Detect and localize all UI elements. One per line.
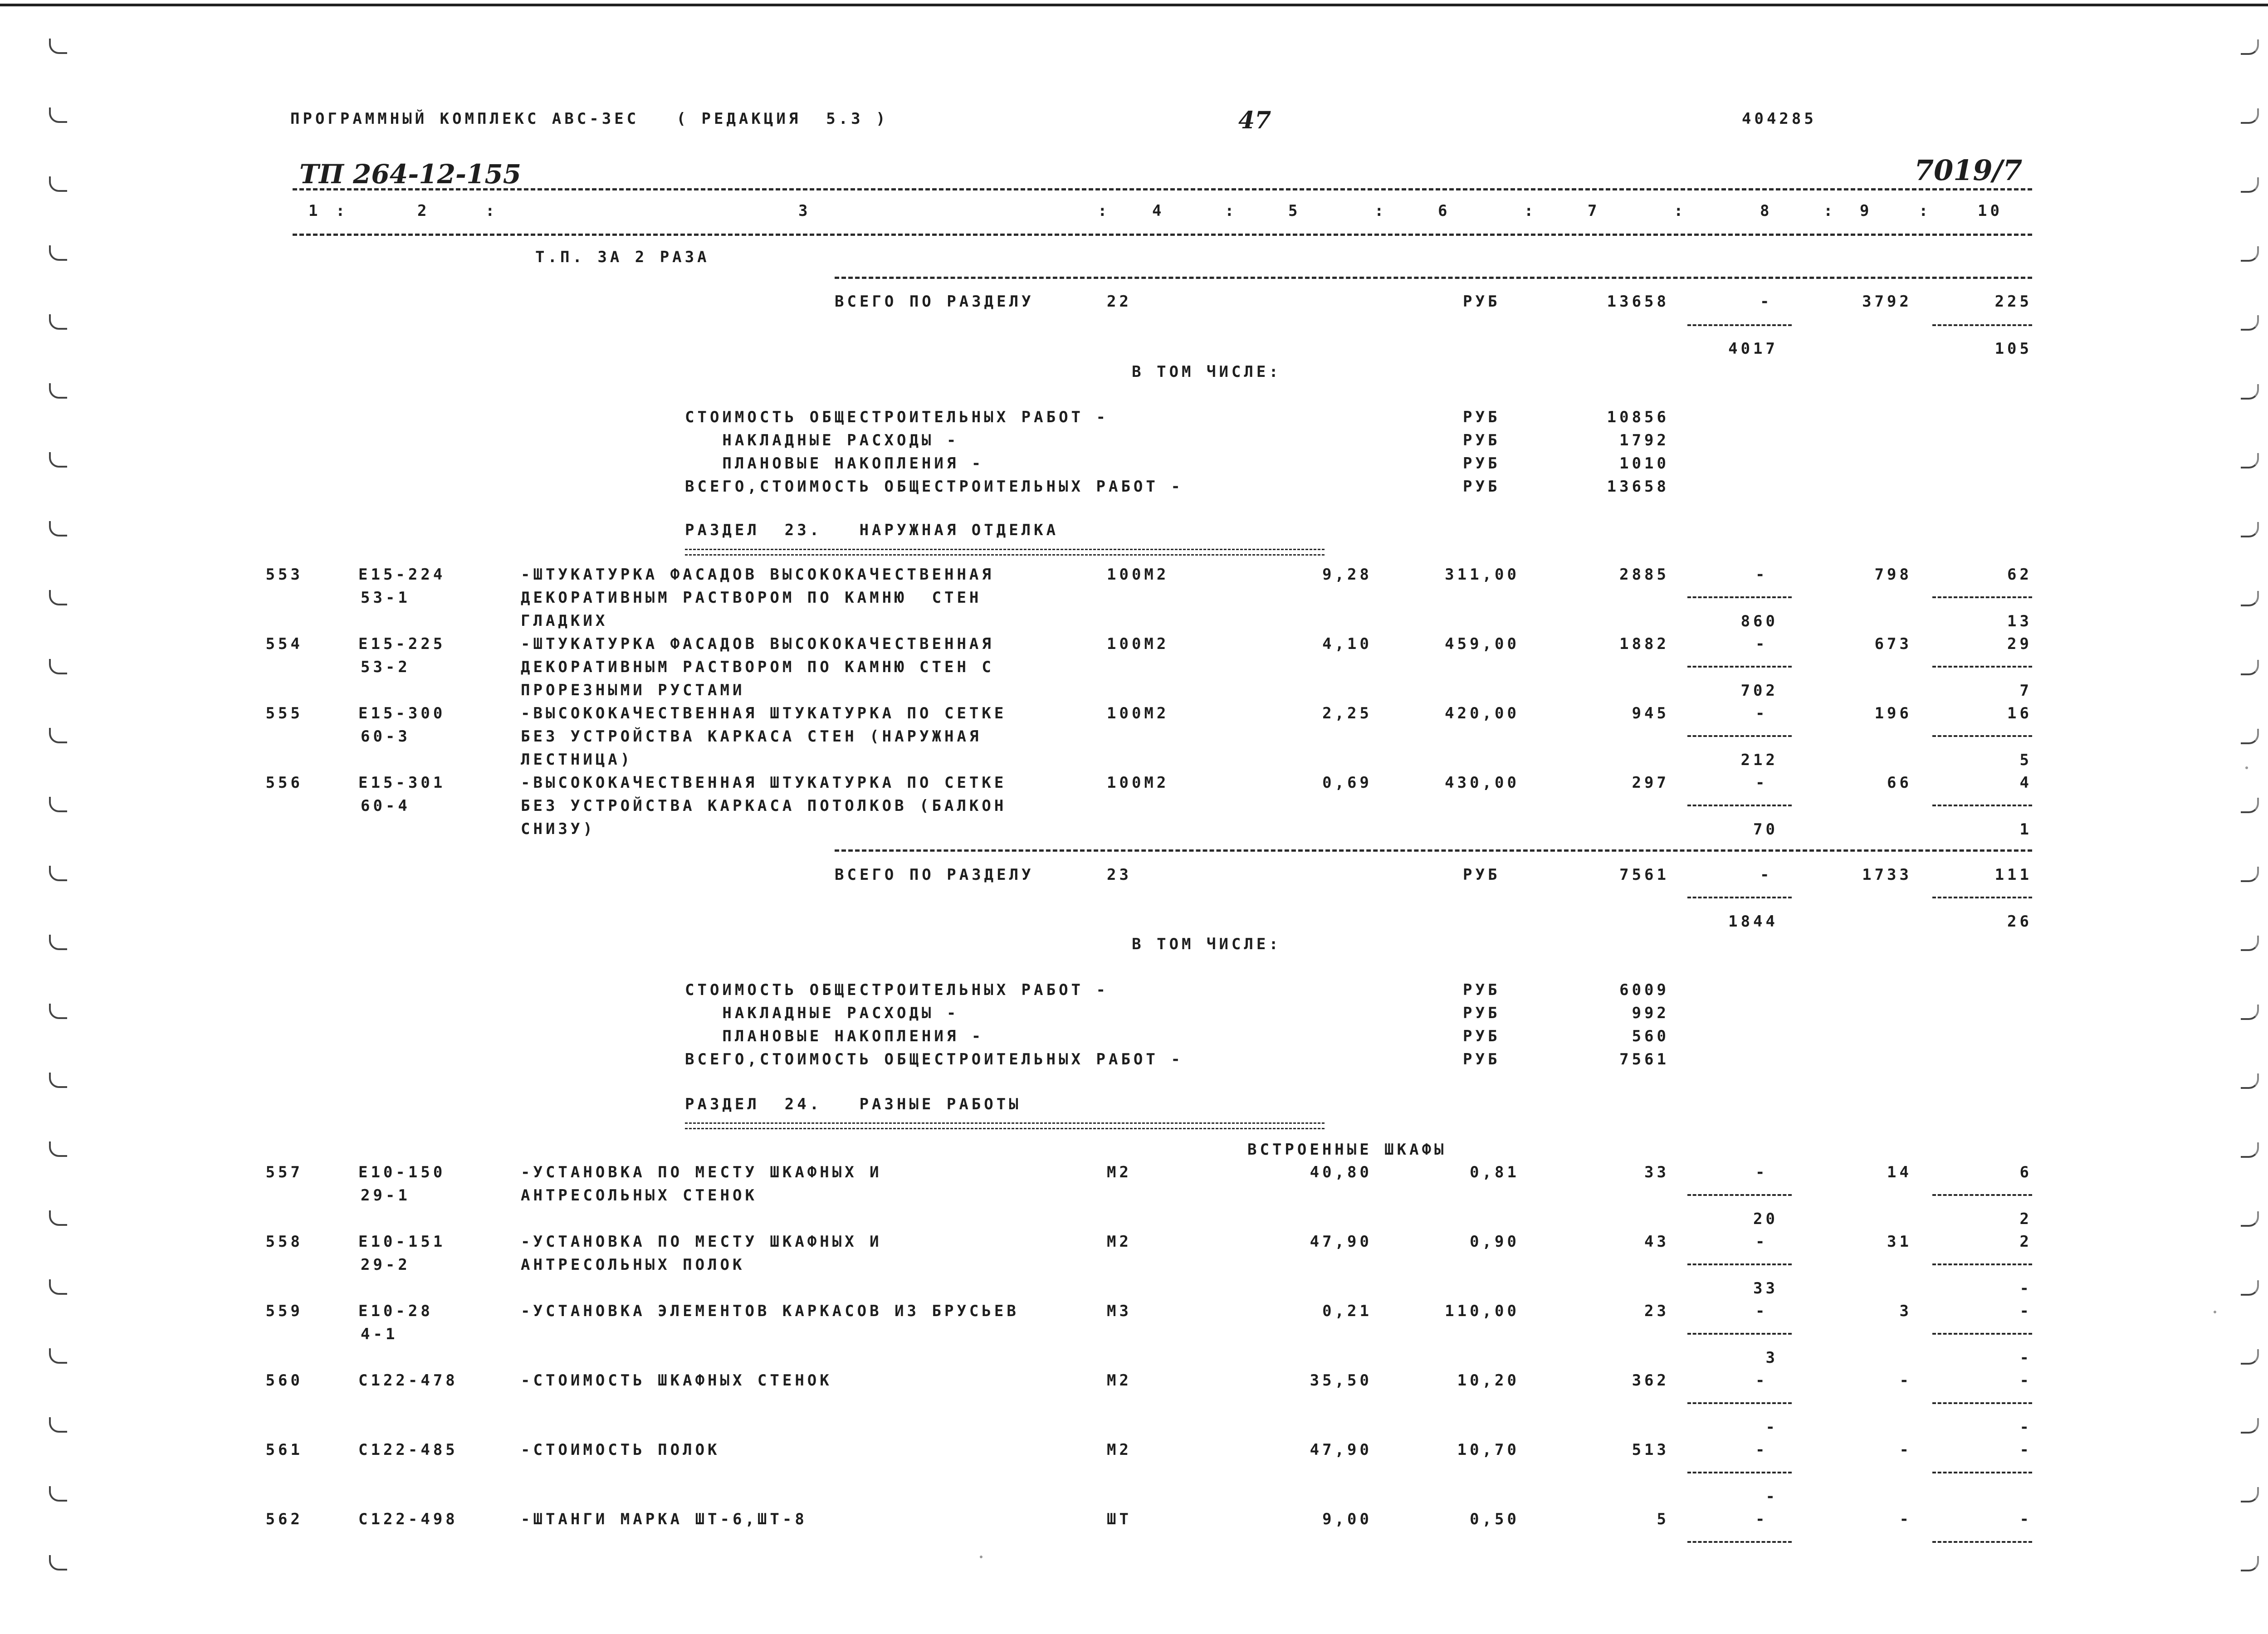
- split-rule: [1687, 1263, 1792, 1265]
- perforation-hole-right: [2241, 798, 2259, 813]
- col10-lower: 2: [2019, 1210, 2032, 1228]
- rate-code: Е10-28: [358, 1302, 433, 1320]
- unit: М2: [1107, 1371, 1132, 1390]
- row-number: 555: [265, 704, 303, 722]
- quantity: 0,21: [1322, 1302, 1372, 1320]
- perforation-hole-left: [49, 176, 67, 192]
- item-description: -ШТУКАТУРКА ФАСАДОВ ВЫСОКОКАЧЕСТВЕННАЯ: [521, 566, 994, 584]
- column-separator: :: [336, 202, 348, 220]
- row-number: 559: [265, 1302, 303, 1320]
- subtotal-rule: [835, 277, 2032, 279]
- section-total-col8: -: [1760, 293, 1773, 311]
- unit-price: 0,81: [1470, 1163, 1520, 1181]
- unit-price: 459,00: [1445, 635, 1520, 653]
- section-total-col10-lower: 26: [2007, 912, 2032, 931]
- column-number-6: 6: [1438, 202, 1451, 220]
- unit: 100М2: [1107, 566, 1169, 584]
- item-description: АНТРЕСОЛЬНЫХ СТЕНОК: [521, 1186, 758, 1205]
- col8-value: -: [1755, 1163, 1768, 1181]
- quantity: 47,90: [1310, 1233, 1372, 1251]
- item-description: ДЕКОРАТИВНЫМ РАСТВОРОМ ПО КАМНЮ СТЕН С: [521, 658, 994, 676]
- summary-label: ПЛАНОВЫЕ НАКОПЛЕНИЯ -: [685, 1027, 984, 1045]
- scan-speck: [980, 1556, 982, 1558]
- perforation-hole-left: [49, 728, 67, 743]
- quantity: 35,50: [1310, 1371, 1372, 1390]
- summary-unit: РУБ: [1463, 454, 1501, 473]
- split-rule: [1932, 735, 2032, 737]
- rate-code: Е10-150: [358, 1163, 446, 1181]
- col10-lower: 5: [2019, 751, 2032, 769]
- summary-unit: РУБ: [1463, 1027, 1501, 1045]
- rate-code-sub: 60-4: [361, 797, 411, 815]
- summary-value: 13658: [1607, 478, 1669, 496]
- section-total-col10: 111: [1994, 866, 2032, 884]
- item-description: БЕЗ УСТРОЙСТВА КАРКАСА СТЕН (НАРУЖНАЯ: [521, 727, 982, 746]
- split-rule: [1932, 596, 2032, 598]
- perforation-hole-left: [49, 1486, 67, 1502]
- unit: 100М2: [1107, 704, 1169, 722]
- perforation-hole-right: [2241, 936, 2259, 951]
- column-separator: :: [1919, 202, 1931, 220]
- unit-price: 10,70: [1457, 1441, 1520, 1459]
- column-number-7: 7: [1588, 202, 1600, 220]
- col8-value: -: [1755, 1302, 1768, 1320]
- column-number-9: 9: [1860, 202, 1872, 220]
- total-cost: 1882: [1619, 635, 1669, 653]
- total-cost: 23: [1644, 1302, 1669, 1320]
- rate-code: Е15-224: [358, 566, 446, 584]
- summary-label: СТОИМОСТЬ ОБЩЕСТРОИТЕЛЬНЫХ РАБОТ -: [685, 408, 1109, 426]
- quantity: 2,25: [1322, 704, 1372, 722]
- rate-code-sub: 29-2: [361, 1256, 411, 1274]
- perforation-hole-right: [2241, 453, 2259, 468]
- unit-price: 420,00: [1445, 704, 1520, 722]
- summary-value: 1792: [1619, 431, 1669, 449]
- summary-label: ВСЕГО,СТОИМОСТЬ ОБЩЕСТРОИТЕЛЬНЫХ РАБОТ -: [685, 478, 1183, 496]
- perforation-hole-left: [49, 521, 67, 537]
- row-number: 558: [265, 1233, 303, 1251]
- unit: ШТ: [1107, 1510, 1132, 1528]
- split-rule: [1932, 666, 2032, 668]
- quantity: 4,10: [1322, 635, 1372, 653]
- section-total-label: ВСЕГО ПО РАЗДЕЛУ: [835, 866, 1034, 884]
- perforation-hole-right: [2241, 39, 2259, 55]
- including-heading: В ТОМ ЧИСЛЕ:: [1132, 935, 1281, 953]
- col10-value: -: [2019, 1441, 2032, 1459]
- item-description: БЕЗ УСТРОЙСТВА КАРКАСА ПОТОЛКОВ (БАЛКОН: [521, 797, 1007, 815]
- rate-code-sub: 29-1: [361, 1186, 411, 1205]
- column-separator: :: [1823, 202, 1836, 220]
- total-cost: 513: [1632, 1441, 1669, 1459]
- col8-value: -: [1755, 635, 1768, 653]
- item-description: -ШТУКАТУРКА ФАСАДОВ ВЫСОКОКАЧЕСТВЕННАЯ: [521, 635, 994, 653]
- column-header-rule: [293, 234, 2032, 236]
- split-rule: [1687, 735, 1792, 737]
- item-description: АНТРЕСОЛЬНЫХ ПОЛОК: [521, 1256, 745, 1274]
- perforation-hole-left: [49, 590, 67, 605]
- col10-value: -: [2019, 1510, 2032, 1528]
- col9-value: 798: [1874, 566, 1912, 584]
- col8-lower: 33: [1753, 1279, 1778, 1297]
- rate-code: Е15-301: [358, 774, 446, 792]
- section-total-col8-lower: 1844: [1728, 912, 1778, 931]
- item-description: ГЛАДКИХ: [521, 612, 608, 630]
- unit: М2: [1107, 1233, 1132, 1251]
- col8-value: -: [1755, 1510, 1768, 1528]
- unit-price: 0,50: [1470, 1510, 1520, 1528]
- col9-value: -: [1899, 1441, 1912, 1459]
- split-rule: [1932, 805, 2032, 806]
- item-description: -УСТАНОВКА ПО МЕСТУ ШКАФНЫХ И: [521, 1163, 882, 1181]
- item-description: -ШТАНГИ МАРКА ШТ-6,ШТ-8: [521, 1510, 807, 1528]
- perforation-hole-left: [49, 245, 67, 261]
- row-number: 560: [265, 1371, 303, 1390]
- total-cost: 362: [1632, 1371, 1669, 1390]
- section-total-unit: РУБ: [1463, 293, 1501, 311]
- perforation-hole-left: [49, 1555, 67, 1571]
- perforation-hole-right: [2241, 315, 2259, 331]
- item-description: -ВЫСОКОКАЧЕСТВЕННАЯ ШТУКАТУРКА ПО СЕТКЕ: [521, 704, 1007, 722]
- col8-lower: 702: [1740, 682, 1778, 700]
- section-total-unit: РУБ: [1463, 866, 1501, 884]
- perforation-hole-left: [49, 383, 67, 399]
- section-total-col8: -: [1760, 866, 1773, 884]
- rate-code: Е15-225: [358, 635, 446, 653]
- document-code: 404285: [1742, 110, 1817, 128]
- section-total-col9: 3792: [1862, 293, 1912, 311]
- item-description: -УСТАНОВКА ЭЛЕМЕНТОВ КАРКАСОВ ИЗ БРУСЬЕВ: [521, 1302, 1019, 1320]
- unit: 100М2: [1107, 774, 1169, 792]
- col10-value: 2: [2019, 1233, 2032, 1251]
- summary-unit: РУБ: [1463, 1050, 1501, 1068]
- quantity: 9,28: [1322, 566, 1372, 584]
- item-description: -ВЫСОКОКАЧЕСТВЕННАЯ ШТУКАТУРКА ПО СЕТКЕ: [521, 774, 1007, 792]
- perforation-hole-right: [2241, 522, 2259, 537]
- split-rule: [1932, 897, 2032, 898]
- split-rule: [1932, 1472, 2032, 1473]
- summary-unit: РУБ: [1463, 478, 1501, 496]
- col8-lower: 3: [1765, 1349, 1778, 1367]
- perforation-hole-left: [49, 107, 67, 123]
- split-rule: [1687, 596, 1792, 598]
- column-separator: :: [1098, 202, 1110, 220]
- col10-value: 62: [2007, 566, 2032, 584]
- quantity: 9,00: [1322, 1510, 1372, 1528]
- col8-lower: -: [1765, 1488, 1778, 1506]
- item-description: -УСТАНОВКА ПО МЕСТУ ШКАФНЫХ И: [521, 1233, 882, 1251]
- program-header: ПРОГРАММНЫЙ КОМПЛЕКС АВС-3ЕС ( РЕДАКЦИЯ 5.3 ): [290, 110, 889, 128]
- rate-code-sub: 4-1: [361, 1325, 398, 1343]
- rate-code-sub: 53-2: [361, 658, 411, 676]
- perforation-hole-right: [2241, 1280, 2259, 1296]
- summary-value: 7561: [1619, 1050, 1669, 1068]
- split-rule: [1687, 805, 1792, 806]
- section-total-label: ВСЕГО ПО РАЗДЕЛУ: [835, 293, 1034, 311]
- row-number: 562: [265, 1510, 303, 1528]
- split-rule: [1687, 1472, 1792, 1473]
- col10-value: -: [2019, 1371, 2032, 1390]
- col8-value: -: [1755, 1233, 1768, 1251]
- column-number-5: 5: [1288, 202, 1301, 220]
- section-total-col8-lower: 4017: [1728, 340, 1778, 358]
- col9-value: 66: [1887, 774, 1912, 792]
- unit-price: 430,00: [1445, 774, 1520, 792]
- section-total-cost: 7561: [1619, 866, 1669, 884]
- perforation-hole-left: [49, 1279, 67, 1295]
- col8-lower: -: [1765, 1418, 1778, 1436]
- col9-value: 673: [1874, 635, 1912, 653]
- perforation-hole-right: [2241, 177, 2259, 193]
- rate-code: С122-498: [358, 1510, 458, 1528]
- row-number: 561: [265, 1441, 303, 1459]
- section-total-col9: 1733: [1862, 866, 1912, 884]
- scan-speck: [2245, 766, 2248, 769]
- perforation-hole-left: [49, 659, 67, 674]
- col8-value: -: [1755, 774, 1768, 792]
- perforation-hole-left: [49, 935, 67, 950]
- perforation-hole-right: [2241, 1418, 2259, 1434]
- perforation-hole-left: [49, 314, 67, 330]
- split-rule: [1687, 324, 1792, 326]
- perforation-hole-left: [49, 39, 67, 54]
- column-separator: :: [1524, 202, 1537, 220]
- summary-unit: РУБ: [1463, 431, 1501, 449]
- subsection-title: ВСТРОЕННЫЕ ШКАФЫ: [1247, 1141, 1447, 1159]
- perforation-hole-right: [2241, 1487, 2259, 1502]
- summary-unit: РУБ: [1463, 1004, 1501, 1022]
- rate-code-sub: 53-1: [361, 589, 411, 607]
- rate-code: С122-485: [358, 1441, 458, 1459]
- col8-value: -: [1755, 566, 1768, 584]
- unit-price: 311,00: [1445, 566, 1520, 584]
- perforation-hole-right: [2241, 591, 2259, 606]
- column-number-4: 4: [1152, 202, 1165, 220]
- col9-value: -: [1899, 1510, 1912, 1528]
- col10-lower: -: [2019, 1349, 2032, 1367]
- col10-lower: 13: [2007, 612, 2032, 630]
- col10-lower: -: [2019, 1279, 2032, 1297]
- split-rule: [1932, 1263, 2032, 1265]
- column-number-1: 1: [308, 202, 321, 220]
- perforation-hole-right: [2241, 1556, 2259, 1571]
- unit-price: 10,20: [1457, 1371, 1520, 1390]
- split-rule: [1932, 1333, 2032, 1335]
- section-underline: [685, 549, 1325, 556]
- section-total-col10: 225: [1994, 293, 2032, 311]
- column-separator: :: [1674, 202, 1686, 220]
- column-number-3: 3: [798, 202, 811, 220]
- unit-price: 0,90: [1470, 1233, 1520, 1251]
- perforation-hole-left: [49, 866, 67, 881]
- perforation-hole-left: [49, 1348, 67, 1364]
- col10-value: -: [2019, 1302, 2032, 1320]
- col8-lower: 860: [1740, 612, 1778, 630]
- col8-lower: 20: [1753, 1210, 1778, 1228]
- sheet-number: 7019/7: [1914, 154, 2023, 187]
- column-number-8: 8: [1760, 202, 1773, 220]
- perforation-hole-right: [2241, 660, 2259, 675]
- col10-lower: 7: [2019, 682, 2032, 700]
- col9-value: 31: [1887, 1233, 1912, 1251]
- summary-label: ВСЕГО,СТОИМОСТЬ ОБЩЕСТРОИТЕЛЬНЫХ РАБОТ -: [685, 1050, 1183, 1068]
- row-number: 553: [265, 566, 303, 584]
- summary-label: НАКЛАДНЫЕ РАСХОДЫ -: [685, 431, 959, 449]
- header-rule: [293, 188, 2032, 190]
- split-rule: [1932, 1402, 2032, 1404]
- perforation-hole-left: [49, 1141, 67, 1157]
- col8-value: -: [1755, 704, 1768, 722]
- summary-unit: РУБ: [1463, 408, 1501, 426]
- total-cost: 33: [1644, 1163, 1669, 1181]
- perforation-hole-left: [49, 452, 67, 468]
- section-total-col10-lower: 105: [1994, 340, 2032, 358]
- col8-lower: 70: [1753, 820, 1778, 839]
- col9-value: -: [1899, 1371, 1912, 1390]
- col10-value: 29: [2007, 635, 2032, 653]
- quantity: 0,69: [1322, 774, 1372, 792]
- col8-value: -: [1755, 1441, 1768, 1459]
- item-description: -СТОИМОСТЬ ПОЛОК: [521, 1441, 720, 1459]
- rate-code: С122-478: [358, 1371, 458, 1390]
- perforation-hole-right: [2241, 384, 2259, 400]
- perforation-hole-left: [49, 1417, 67, 1433]
- total-cost: 297: [1632, 774, 1669, 792]
- total-cost: 43: [1644, 1233, 1669, 1251]
- col9-value: 3: [1899, 1302, 1912, 1320]
- perforation-hole-left: [49, 797, 67, 812]
- col8-lower: 212: [1740, 751, 1778, 769]
- page-number: 47: [1238, 107, 1271, 134]
- col9-value: 196: [1874, 704, 1912, 722]
- summary-value: 1010: [1619, 454, 1669, 473]
- row-number: 557: [265, 1163, 303, 1181]
- unit-price: 110,00: [1445, 1302, 1520, 1320]
- summary-unit: РУБ: [1463, 981, 1501, 999]
- quantity: 47,90: [1310, 1441, 1372, 1459]
- perforation-hole-left: [49, 1004, 67, 1019]
- perforation-hole-left: [49, 1210, 67, 1226]
- rate-code: Е10-151: [358, 1233, 446, 1251]
- perforation-hole-right: [2241, 108, 2259, 124]
- col9-value: 14: [1887, 1163, 1912, 1181]
- split-rule: [1932, 324, 2032, 326]
- unit: М2: [1107, 1441, 1132, 1459]
- project-number: ТП 264-12-155: [299, 159, 522, 190]
- split-rule: [1932, 1541, 2032, 1543]
- continued-text: Т.П. ЗА 2 РАЗА: [535, 248, 710, 266]
- split-rule: [1687, 897, 1792, 898]
- top-edge-rule: [0, 4, 2268, 6]
- perforation-hole-right: [2241, 1211, 2259, 1227]
- col10-lower: -: [2019, 1418, 2032, 1436]
- summary-value: 10856: [1607, 408, 1669, 426]
- section-total-number: 23: [1107, 866, 1132, 884]
- rate-code: Е15-300: [358, 704, 446, 722]
- col10-lower: 1: [2019, 820, 2032, 839]
- quantity: 40,80: [1310, 1163, 1372, 1181]
- perforation-hole-right: [2241, 1349, 2259, 1365]
- split-rule: [1687, 1333, 1792, 1335]
- column-separator: :: [1225, 202, 1237, 220]
- item-description: ПРОРЕЗНЫМИ РУСТАМИ: [521, 681, 745, 699]
- perforation-hole-right: [2241, 1073, 2259, 1089]
- split-rule: [1932, 1194, 2032, 1196]
- column-separator: :: [485, 202, 498, 220]
- item-description: СНИЗУ): [521, 820, 596, 838]
- summary-label: ПЛАНОВЫЕ НАКОПЛЕНИЯ -: [685, 454, 984, 473]
- col10-value: 4: [2019, 774, 2032, 792]
- section-total-number: 22: [1107, 293, 1132, 311]
- split-rule: [1687, 666, 1792, 668]
- item-description: ДЕКОРАТИВНЫМ РАСТВОРОМ ПО КАМНЮ СТЕН: [521, 589, 982, 607]
- section-total-cost: 13658: [1607, 293, 1669, 311]
- rate-code-sub: 60-3: [361, 727, 411, 746]
- split-rule: [1687, 1541, 1792, 1543]
- col10-value: 6: [2019, 1163, 2032, 1181]
- perforation-hole-right: [2241, 1005, 2259, 1020]
- col8-value: -: [1755, 1371, 1768, 1390]
- perforation-hole-right: [2241, 1142, 2259, 1158]
- subtotal-rule: [835, 849, 2032, 852]
- perforation-hole-left: [49, 1073, 67, 1088]
- col10-value: 16: [2007, 704, 2032, 722]
- unit: М2: [1107, 1163, 1132, 1181]
- total-cost: 945: [1632, 704, 1669, 722]
- summary-label: НАКЛАДНЫЕ РАСХОДЫ -: [685, 1004, 959, 1022]
- section-title: РАЗДЕЛ 23. НАРУЖНАЯ ОТДЕЛКА: [685, 521, 1059, 539]
- summary-value: 992: [1632, 1004, 1669, 1022]
- summary-value: 6009: [1619, 981, 1669, 999]
- total-cost: 2885: [1619, 566, 1669, 584]
- scan-speck: [2214, 1311, 2216, 1313]
- item-description: ЛЕСТНИЦА): [521, 751, 633, 769]
- split-rule: [1687, 1402, 1792, 1404]
- row-number: 554: [265, 635, 303, 653]
- item-description: -СТОИМОСТЬ ШКАФНЫХ СТЕНОК: [521, 1371, 832, 1390]
- row-number: 556: [265, 774, 303, 792]
- summary-value: 560: [1632, 1027, 1669, 1045]
- unit: 100М2: [1107, 635, 1169, 653]
- split-rule: [1687, 1194, 1792, 1196]
- perforation-hole-right: [2241, 246, 2259, 262]
- column-separator: :: [1374, 202, 1387, 220]
- section-underline: [685, 1122, 1325, 1129]
- column-number-10: 10: [1978, 202, 2003, 220]
- including-heading: В ТОМ ЧИСЛЕ:: [1132, 363, 1281, 381]
- perforation-hole-right: [2241, 867, 2259, 882]
- total-cost: 5: [1657, 1510, 1669, 1528]
- section-title: РАЗДЕЛ 24. РАЗНЫЕ РАБОТЫ: [685, 1095, 1022, 1113]
- unit: М3: [1107, 1302, 1132, 1320]
- summary-label: СТОИМОСТЬ ОБЩЕСТРОИТЕЛЬНЫХ РАБОТ -: [685, 981, 1109, 999]
- column-number-2: 2: [417, 202, 430, 220]
- perforation-hole-right: [2241, 729, 2259, 744]
